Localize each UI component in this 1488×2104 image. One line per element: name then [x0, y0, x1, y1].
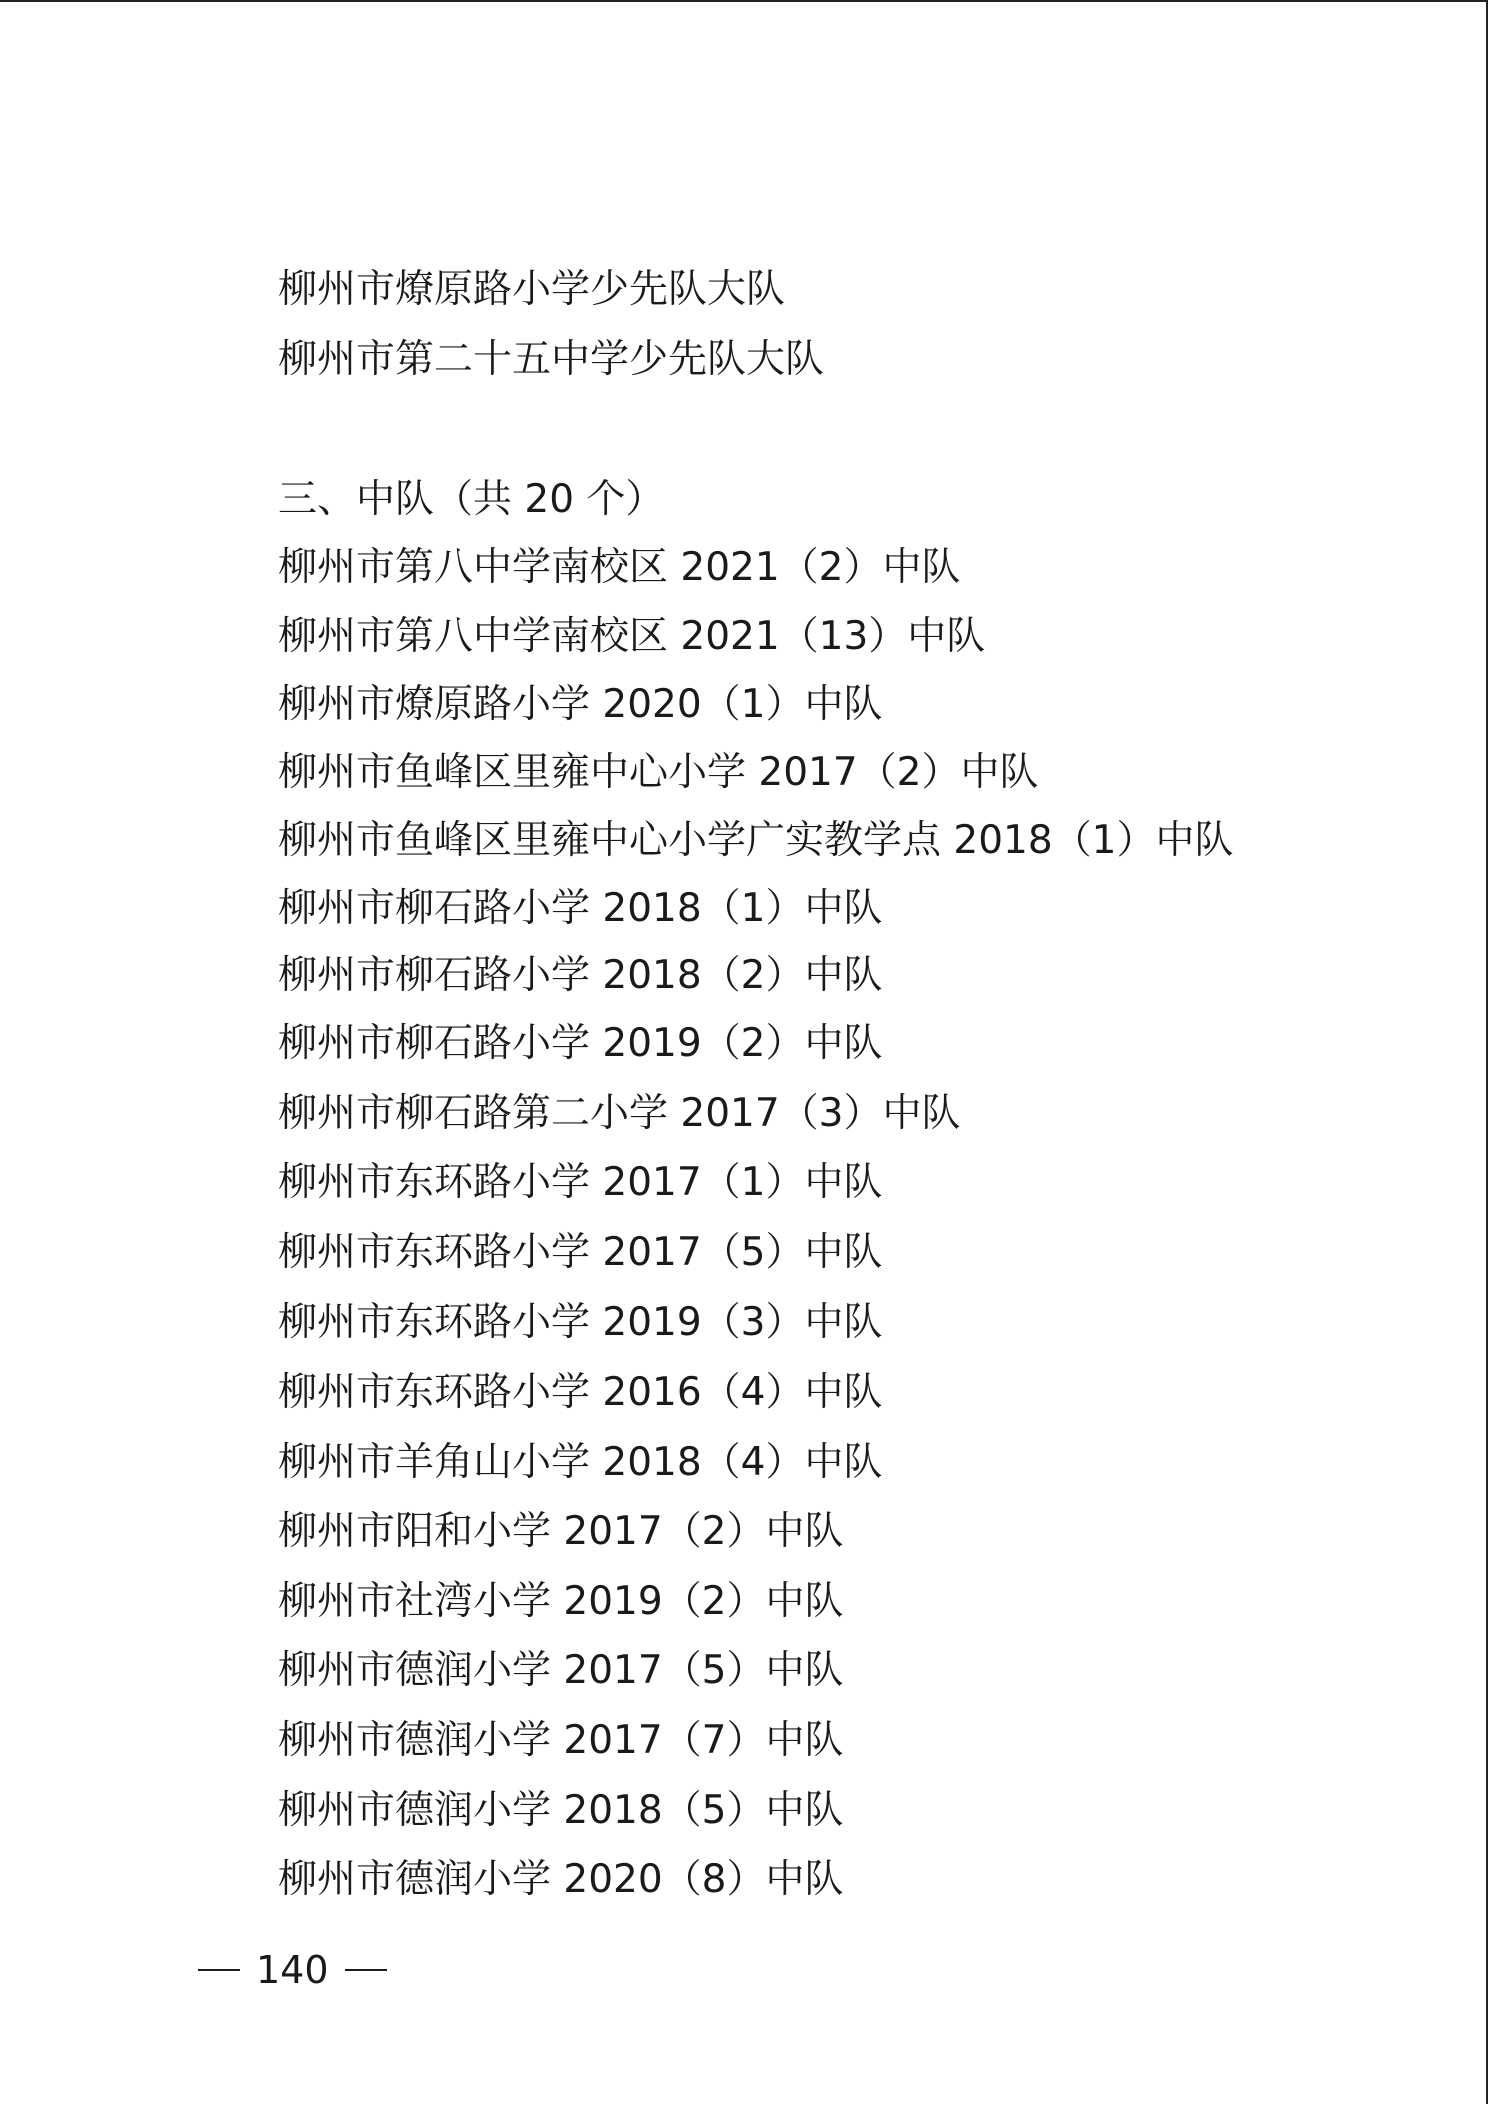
list-item: 柳州市鱼峰区里雍中心小学 2017（2）中队 — [278, 750, 1039, 795]
list-item: 柳州市第二十五中学少先队大队 — [278, 337, 825, 382]
list-item: 柳州市东环路小学 2019（3）中队 — [278, 1300, 883, 1345]
footer-dash-left — [198, 1969, 240, 1971]
list-item: 柳州市社湾小学 2019（2）中队 — [278, 1579, 844, 1624]
list-item: 柳州市德润小学 2018（5）中队 — [278, 1788, 844, 1833]
page-border-top — [0, 0, 1488, 2]
list-item: 柳州市柳石路第二小学 2017（3）中队 — [278, 1091, 961, 1136]
footer-dash-right — [345, 1969, 387, 1971]
list-item: 柳州市东环路小学 2017（1）中队 — [278, 1160, 883, 1205]
list-item: 柳州市柳石路小学 2018（2）中队 — [278, 953, 883, 998]
list-item: 柳州市阳和小学 2017（2）中队 — [278, 1509, 844, 1554]
list-item: 柳州市燎原路小学 2020（1）中队 — [278, 682, 883, 727]
list-item: 柳州市东环路小学 2017（5）中队 — [278, 1230, 883, 1275]
list-item: 柳州市德润小学 2017（7）中队 — [278, 1718, 844, 1763]
list-item: 柳州市德润小学 2020（8）中队 — [278, 1857, 844, 1902]
list-item: 柳州市东环路小学 2016（4）中队 — [278, 1370, 883, 1415]
page-number: 140 — [256, 1948, 329, 1992]
list-item: 柳州市第八中学南校区 2021（13）中队 — [278, 614, 986, 659]
list-item: 柳州市第八中学南校区 2021（2）中队 — [278, 545, 961, 590]
list-item: 柳州市燎原路小学少先队大队 — [278, 267, 786, 312]
section-heading: 三、中队（共 20 个） — [278, 477, 665, 522]
list-item: 柳州市柳石路小学 2019（2）中队 — [278, 1021, 883, 1066]
list-item: 柳州市羊角山小学 2018（4）中队 — [278, 1440, 883, 1485]
list-item: 柳州市柳石路小学 2018（1）中队 — [278, 886, 883, 931]
page-footer — [198, 1945, 387, 1995]
list-item: 柳州市鱼峰区里雍中心小学广实教学点 2018（1）中队 — [278, 818, 1234, 863]
list-item: 柳州市德润小学 2017（5）中队 — [278, 1648, 844, 1693]
